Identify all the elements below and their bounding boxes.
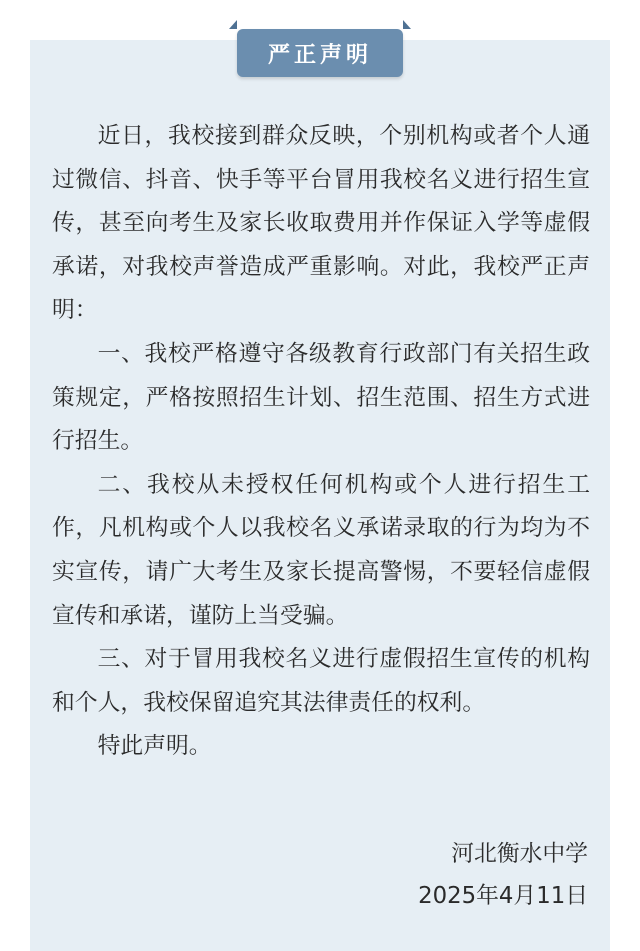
signature-organization: 河北衡水中学 — [451, 841, 588, 867]
statement-title: 严正声明 — [267, 42, 372, 68]
statement-title-tab — [237, 29, 403, 77]
statement-body — [52, 115, 590, 769]
intro-paragraph: 近日，我校接到群众反映，个别机构或者个人通过微信、抖音、快手等平台冒用我校名义进行招生宣传，甚至向考生及家长收取费用并作保证入学等虚假承诺，对我校声誉造成严重影响。对此，我校严正声明： — [52, 123, 590, 324]
clause-one-paragraph: 一、我校严格遵守各级教育行政部门有关招生政策规定，严格按照招生计划、招生范围、招生方式进行招生。 — [52, 340, 590, 455]
signature-block — [418, 833, 588, 917]
closing-paragraph: 特此声明。 — [97, 733, 212, 760]
signature-date: 2025年4月11日 — [418, 883, 588, 909]
clause-two-paragraph: 二、我校从未授权任何机构或个人进行招生工作，凡机构或个人以我校名义承诺录取的行为均为不实宣传，请广大考生及家长提高警惕，不要轻信虚假宣传和承诺，谨防上当受骗。 — [52, 471, 590, 629]
clause-three-paragraph: 三、对于冒用我校名义进行虚假招生宣传的机构和个人，我校保留追究其法律责任的权利。 — [52, 646, 590, 716]
